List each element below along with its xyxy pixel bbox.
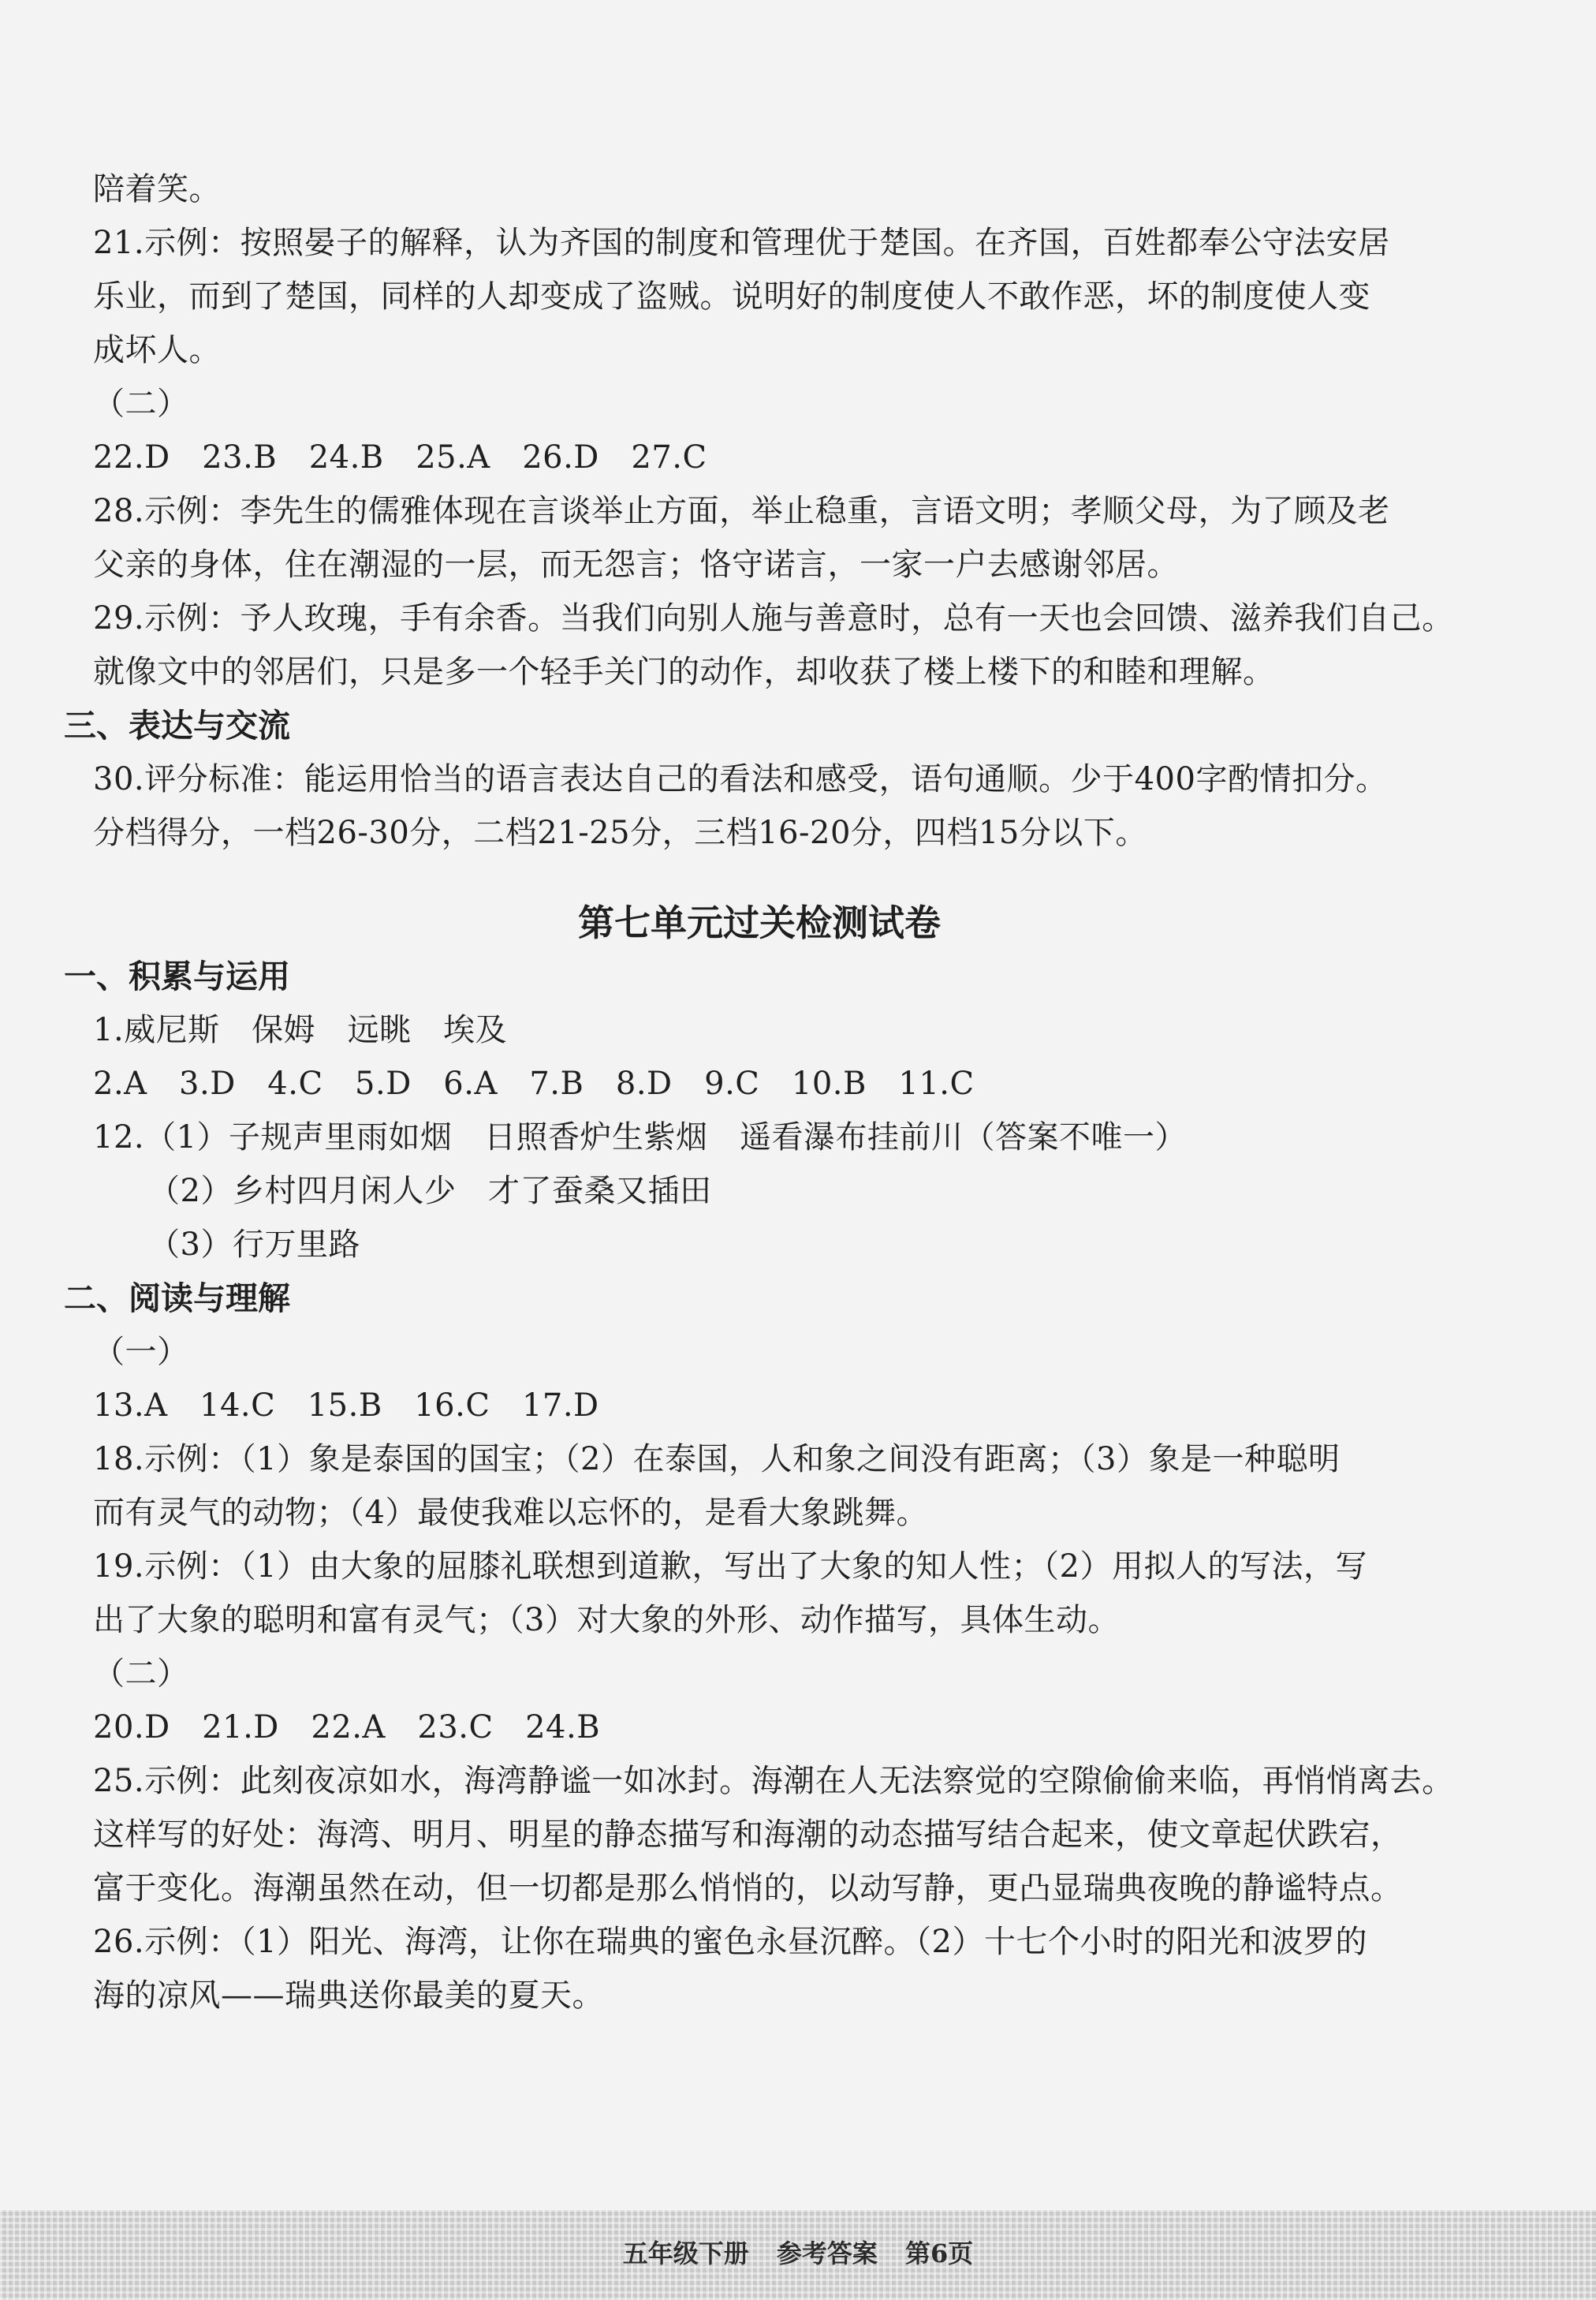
section-heading-expression: 三、表达与交流	[64, 707, 290, 745]
page-content	[64, 162, 1454, 2022]
subsection-label: （二）	[93, 1656, 189, 1692]
text-line: 25.示例：此刻夜凉如水，海湾静谧一如冰封。海潮在人无法察觉的空隙偷偷来临，再悄悄离去。	[93, 1763, 1454, 1799]
answer-key-line: 20.D 21.D 22.A 23.C 24.B	[93, 1709, 601, 1746]
footer-text	[0, 2234, 1596, 2270]
text-line: 19.示例：（1）由大象的屈膝礼联想到道歉，写出了大象的知人性；（2）用拟人的写法，写	[93, 1548, 1368, 1585]
text-line: （3）行万里路	[148, 1227, 360, 1263]
footer-book: 参考答案	[776, 2238, 878, 2268]
answer-key-line: 22.D 23.B 24.B 25.A 26.D 27.C	[93, 439, 707, 476]
text-line: 21.示例：按照晏子的解释，认为齐国的制度和管理优于楚国。在齐国，百姓都奉公守法安居	[93, 225, 1390, 261]
text-line: 分档得分，一档26-30分，二档21-25分，三档16-20分，四档15分以下。	[93, 815, 1147, 851]
text-line: 30.评分标准：能运用恰当的语言表达自己的看法和感受，语句通顺。少于400字酌情扣分。	[93, 761, 1388, 797]
page-footer	[0, 2210, 1596, 2300]
text-line: 富于变化。海潮虽然在动，但一切都是那么悄悄的，以动写静，更凸显瑞典夜晚的静谧特点。	[93, 1870, 1403, 1906]
text-line: 出了大象的聪明和富有灵气；（3）对大象的外形、动作描写，具体生动。	[93, 1602, 1120, 1638]
text-line: 18.示例：（1）象是泰国的国宝；（2）在泰国，人和象之间没有距离；（3）象是一种聪明	[93, 1441, 1341, 1477]
answer-key-line: 1.威尼斯 保姆 远眺 埃及	[93, 1012, 508, 1048]
footer-grade: 五年级下册	[622, 2238, 749, 2268]
text-line: 这样写的好处：海湾、明月、明星的静态描写和海潮的动态描写结合起来，使文章起伏跌宕，	[93, 1816, 1403, 1853]
unit-title: 第七单元过关检测试卷	[578, 902, 941, 944]
text-line: 12.（1）子规声里雨如烟 日照香炉生紫烟 遥看瀑布挂前川（答案不唯一）	[93, 1119, 1188, 1156]
text-line: 海的凉风——瑞典送你最美的夏天。	[93, 1977, 604, 2014]
text-line: 29.示例：予人玫瑰，手有余香。当我们向别人施与善意时，总有一天也会回馈、滋养我们自己。	[93, 600, 1454, 637]
text-line: 28.示例：李先生的儒雅体现在言谈举止方面，举止稳重，言语文明；孝顺父母，为了顾及老	[93, 493, 1390, 529]
text-line: （2）乡村四月闲人少 才了蚕桑又插田	[148, 1173, 712, 1209]
subsection-label: （一）	[93, 1334, 189, 1370]
answer-key-line: 2.A 3.D 4.C 5.D 6.A 7.B 8.D 9.C 10.B 11.C	[93, 1066, 975, 1102]
section-heading-reading: 二、阅读与理解	[64, 1279, 290, 1317]
text-line: 乐业，而到了楚国，同样的人却变成了盗贼。说明好的制度使人不敢作恶，坏的制度使人变	[93, 278, 1370, 315]
text-line: 26.示例：（1）阳光、海湾，让你在瑞典的蜜色永昼沉醉。（2）十七个小时的阳光和波罗的	[93, 1924, 1368, 1960]
text-line: 而有灵气的动物；（4）最使我难以忘怀的，是看大象跳舞。	[93, 1495, 928, 1531]
text-line: 成坏人。	[93, 332, 221, 368]
answer-key-line: 13.A 14.C 15.B 16.C 17.D	[93, 1387, 599, 1424]
text-line: 父亲的身体，住在潮湿的一层，而无怨言；恪守诺言，一家一户去感谢邻居。	[93, 547, 1179, 583]
spacer	[93, 860, 1426, 882]
footer-page-number: 第6页	[905, 2238, 974, 2268]
text-line: 陪着笑。	[93, 171, 221, 207]
subsection-label: （二）	[93, 386, 189, 422]
section-heading-accumulation: 一、积累与运用	[64, 958, 290, 995]
text-line: 就像文中的邻居们，只是多一个轻手关门的动作，却收获了楼上楼下的和睦和理解。	[93, 654, 1275, 690]
